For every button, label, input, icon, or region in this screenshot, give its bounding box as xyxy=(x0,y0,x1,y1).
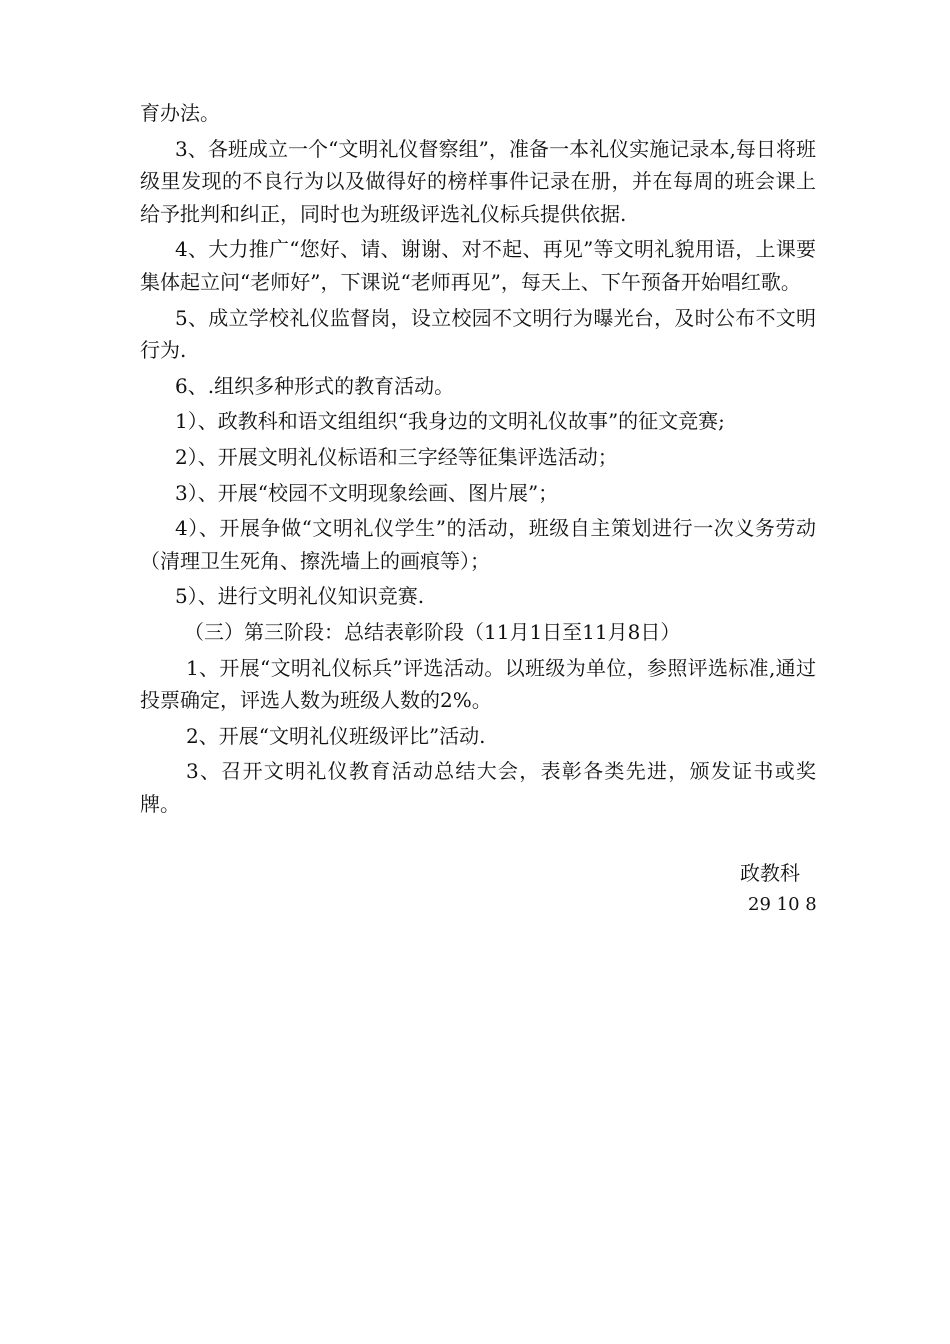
sub-item-5: 5）、进行文明礼仪知识竞赛. xyxy=(175,584,425,609)
paragraph-continuation: 育办法。 xyxy=(140,101,220,125)
stage-three-item-2: 2、开展“文明礼仪班级评比”活动. xyxy=(186,723,486,748)
stage-three-heading: （三）第三阶段：总结表彰阶段（11月1日至11月8日） xyxy=(184,619,681,644)
signature-block xyxy=(740,857,817,921)
paragraph-item-6: 6、.组织多种形式的教育活动。 xyxy=(175,373,455,398)
sub-item-2: 2）、开展文明礼仪标语和三字经等征集评选活动； xyxy=(175,444,618,469)
sub-item-1: 1）、政教科和语文组组织“我身边的文明礼仪故事”的征文竞赛; xyxy=(175,409,725,434)
sub-item-3: 3）、开展“校园不文明现象绘画、图片展”； xyxy=(175,480,559,505)
paragraph-item-4: 4、大力推广“您好、请、谢谢、对不起、再见”等文明礼貌用语，上课要集体起立问“老师好”，下课说“老师再见”，每天上、下午预备开始唱红歌。 xyxy=(140,237,816,294)
stage-three-item-3: 3、召开文明礼仪教育活动总结大会，表彰各类先进，颁发证书或奖牌。 xyxy=(140,759,816,816)
signature-department: 政教科 xyxy=(740,861,800,885)
paragraph-item-3: 3、各班成立一个“文明礼仪督察组”，准备一本礼仪实施记录本,每日将班级里发现的不良行为以及做得好的榜样事件记录在册，并在每周的班会课上给予批判和纠正，同时也为班级评选礼仪标兵提供依据. xyxy=(140,136,816,226)
paragraph-item-5: 5、成立学校礼仪监督岗，设立校园不文明行为曝光台，及时公布不文明行为. xyxy=(140,305,816,363)
signature-date: 29 10 8 xyxy=(748,894,817,915)
stage-three-item-1: 1、开展“文明礼仪标兵”评选活动。以班级为单位，参照评选标准,通过投票确定，评选人数为班级人数的2%。 xyxy=(140,655,816,713)
sub-item-4: 4）、开展争做“文明礼仪学生”的活动，班级自主策划进行一次义务劳动（清理卫生死角、擦洗墙上的画痕等）； xyxy=(140,516,816,573)
document-body xyxy=(140,97,816,823)
